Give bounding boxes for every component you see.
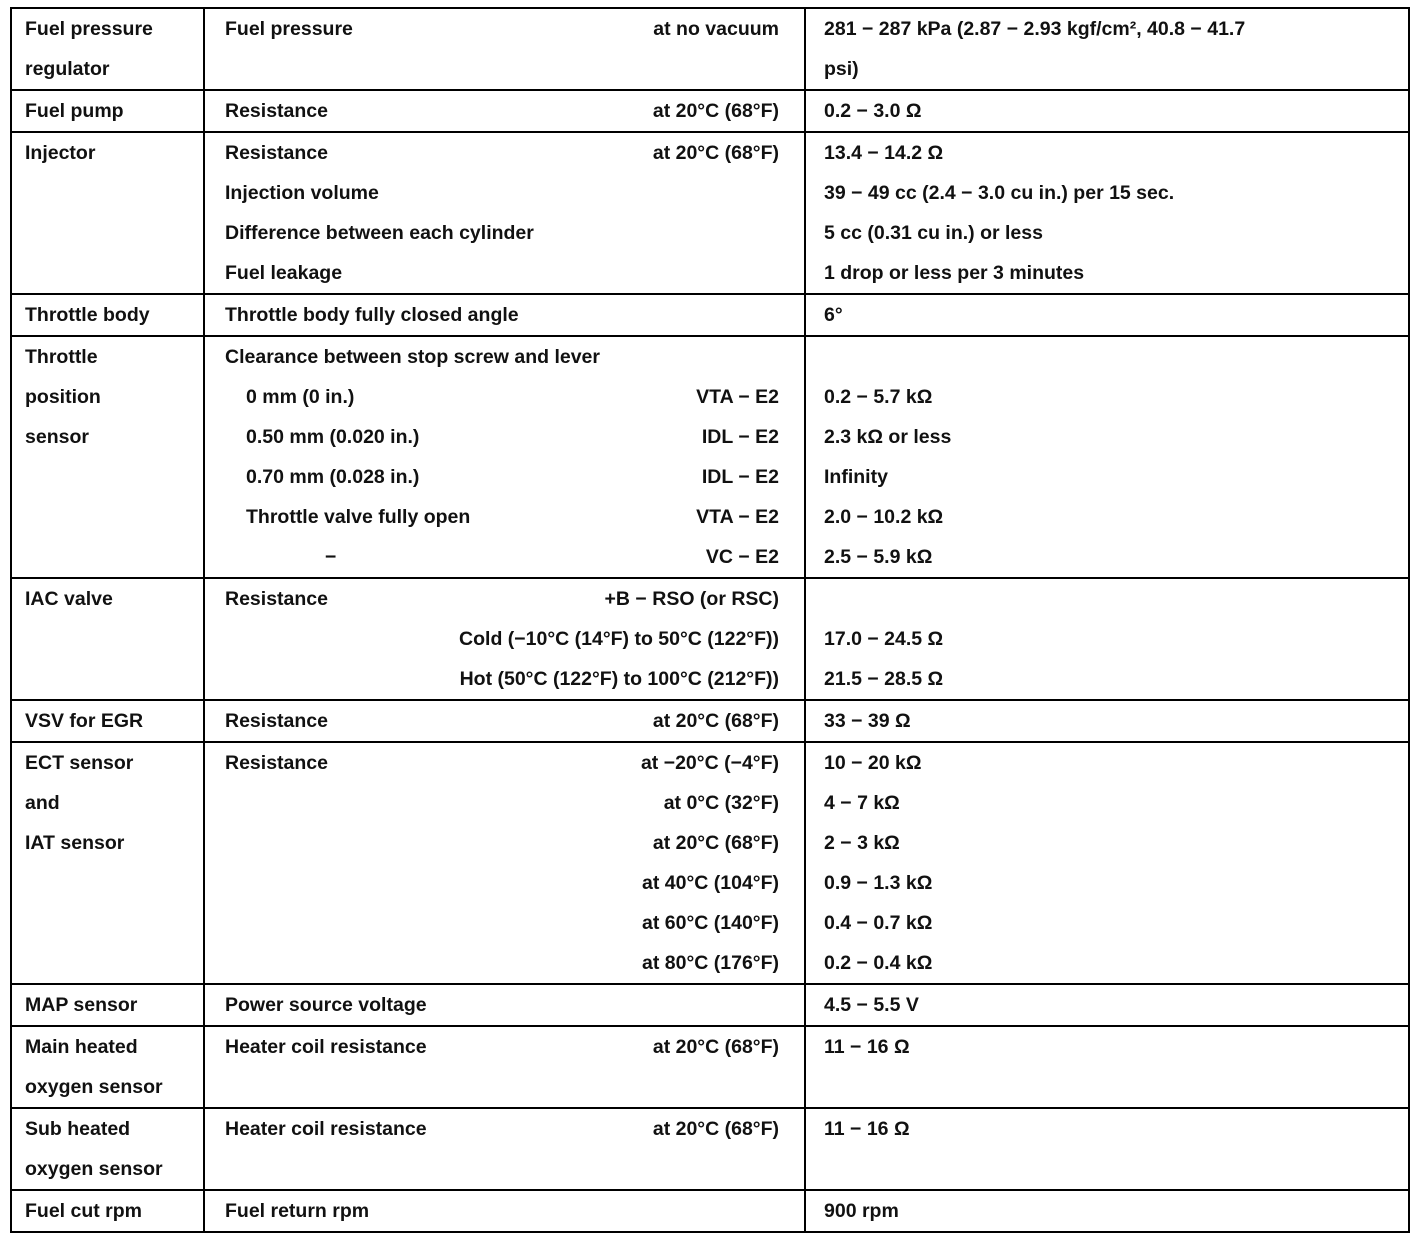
spec-group [11, 8, 1409, 90]
condition: at 20°C (68°F) [652, 1036, 779, 1058]
component-cell [11, 1190, 204, 1232]
component-label: VSV for EGR [25, 710, 144, 732]
spec-value-cell [805, 984, 1409, 1026]
table-row [11, 132, 1409, 173]
item-cell [204, 294, 805, 336]
spec-value-cell [805, 336, 1409, 377]
spec-value: 4 − 7 kΩ [824, 792, 900, 814]
table-row [11, 294, 1409, 336]
spec-value: 0.2 − 5.7 kΩ [824, 386, 933, 408]
spec-value: 11 − 16 Ω [824, 1036, 910, 1058]
component-cell [11, 90, 204, 132]
component-cell [11, 1149, 204, 1190]
spec-group [11, 742, 1409, 984]
table-row [11, 417, 1409, 457]
table-row [11, 903, 1409, 943]
spec-value: 0.9 − 1.3 kΩ [824, 872, 933, 894]
table-row [11, 377, 1409, 417]
condition: VTA − E2 [696, 386, 779, 408]
item-cell [204, 336, 805, 377]
condition: at 40°C (104°F) [642, 872, 779, 894]
component-cell [11, 1108, 204, 1149]
table-row [11, 619, 1409, 659]
spec-value-cell [805, 742, 1409, 783]
component-cell [11, 1067, 204, 1108]
spec-group [11, 700, 1409, 742]
condition: at 20°C (68°F) [652, 832, 779, 854]
component-cell [11, 903, 204, 943]
item-cell [204, 1190, 805, 1232]
check-item: Heater coil resistance [225, 1036, 427, 1058]
item-cell [204, 497, 805, 537]
spec-value: 10 − 20 kΩ [824, 752, 922, 774]
spec-group [11, 90, 1409, 132]
spec-value-cell [805, 90, 1409, 132]
component-cell [11, 537, 204, 578]
table-row [11, 578, 1409, 619]
check-item: Resistance [225, 100, 328, 122]
spec-value: 17.0 − 24.5 Ω [824, 628, 944, 650]
spec-value-cell [805, 783, 1409, 823]
item-cell [204, 173, 805, 213]
condition: at 80°C (176°F) [642, 952, 779, 974]
table-row [11, 213, 1409, 253]
item-cell [204, 253, 805, 294]
spec-group [11, 1026, 1409, 1108]
spec-value-cell [805, 377, 1409, 417]
check-item: Resistance [225, 588, 328, 610]
item-cell [204, 90, 805, 132]
spec-group [11, 984, 1409, 1026]
check-item: Fuel leakage [225, 262, 343, 284]
component-cell [11, 943, 204, 984]
spec-value-cell [805, 1108, 1409, 1149]
spec-value-cell [805, 619, 1409, 659]
item-cell [204, 457, 805, 497]
check-item: Throttle body fully closed angle [225, 304, 519, 326]
table-row [11, 497, 1409, 537]
item-cell [204, 1026, 805, 1067]
component-label: Injector [25, 142, 96, 164]
spec-group [11, 336, 1409, 578]
check-item: 0.70 mm (0.028 in.) [246, 466, 420, 488]
spec-value-cell [805, 659, 1409, 700]
item-cell [204, 742, 805, 783]
spec-group [11, 132, 1409, 294]
table-row [11, 863, 1409, 903]
table-row [11, 1067, 1409, 1108]
condition: +B − RSO (or RSC) [604, 588, 779, 610]
spec-value: 6° [824, 304, 843, 326]
component-cell [11, 984, 204, 1026]
component-cell [11, 336, 204, 377]
condition: Hot (50°C (122°F) to 100°C (212°F)) [459, 668, 779, 690]
item-cell [204, 213, 805, 253]
spec-value-cell [805, 213, 1409, 253]
check-item: Fuel return rpm [225, 1200, 370, 1222]
spec-group [11, 578, 1409, 700]
spec-value-cell [805, 1067, 1409, 1108]
table-row [11, 1026, 1409, 1067]
item-cell [204, 377, 805, 417]
spec-group [11, 1190, 1409, 1232]
spec-value-cell [805, 1190, 1409, 1232]
condition: Cold (−10°C (14°F) to 50°C (122°F)) [459, 628, 779, 650]
component-label: Main heated [25, 1036, 138, 1058]
component-cell [11, 132, 204, 173]
component-cell [11, 659, 204, 700]
component-cell [11, 578, 204, 619]
check-item: Resistance [225, 142, 328, 164]
condition: at 20°C (68°F) [652, 710, 779, 732]
spec-value: 1 drop or less per 3 minutes [824, 262, 1085, 284]
component-label: oxygen sensor [25, 1076, 163, 1098]
table-row [11, 457, 1409, 497]
component-label: position [25, 386, 101, 408]
spec-value-cell [805, 943, 1409, 984]
component-cell [11, 377, 204, 417]
spec-value: 13.4 − 14.2 Ω [824, 142, 944, 164]
item-cell [204, 1067, 805, 1108]
condition: at no vacuum [653, 18, 779, 40]
spec-value: Infinity [824, 466, 888, 488]
item-cell [204, 984, 805, 1026]
spec-group [11, 1108, 1409, 1190]
condition: IDL − E2 [701, 466, 779, 488]
table-row [11, 659, 1409, 700]
item-cell [204, 578, 805, 619]
table-row [11, 253, 1409, 294]
table-row [11, 742, 1409, 783]
spec-value-cell [805, 497, 1409, 537]
component-label: Fuel pressure [25, 18, 153, 40]
component-label: Throttle [25, 346, 98, 368]
component-label: Throttle body [25, 304, 150, 326]
item-cell [204, 823, 805, 863]
table-row [11, 984, 1409, 1026]
component-label: oxygen sensor [25, 1158, 163, 1180]
item-cell [204, 943, 805, 984]
spec-value-cell [805, 863, 1409, 903]
table-row [11, 90, 1409, 132]
component-cell [11, 49, 204, 90]
spec-value-cell [805, 903, 1409, 943]
component-cell [11, 863, 204, 903]
table-row [11, 783, 1409, 823]
component-cell [11, 213, 204, 253]
check-item: − [325, 546, 337, 568]
fuel-system-spec-table [10, 7, 1410, 1233]
component-label: regulator [25, 58, 110, 80]
component-cell [11, 253, 204, 294]
table-row [11, 1190, 1409, 1232]
condition: VC − E2 [705, 546, 779, 568]
condition: at 60°C (140°F) [642, 912, 779, 934]
item-cell [204, 619, 805, 659]
spec-value-cell [805, 173, 1409, 213]
condition: at 0°C (32°F) [663, 792, 779, 814]
check-item: Injection volume [225, 182, 379, 204]
component-cell [11, 783, 204, 823]
item-cell [204, 863, 805, 903]
check-item: Power source voltage [225, 994, 427, 1016]
item-cell [204, 1108, 805, 1149]
item-cell [204, 132, 805, 173]
check-item: Fuel pressure [225, 18, 353, 40]
item-cell [204, 903, 805, 943]
spec-value: 2.0 − 10.2 kΩ [824, 506, 944, 528]
item-cell [204, 659, 805, 700]
spec-value: 11 − 16 Ω [824, 1118, 910, 1140]
table-row [11, 1149, 1409, 1190]
spec-value-cell [805, 537, 1409, 578]
condition: VTA − E2 [696, 506, 779, 528]
item-cell [204, 700, 805, 742]
spec-value: 281 − 287 kPa (2.87 − 2.93 kgf/cm², 40.8 − 41.7 [824, 18, 1246, 40]
spec-value-cell [805, 1149, 1409, 1190]
spec-value: 900 rpm [824, 1200, 899, 1222]
component-cell [11, 700, 204, 742]
spec-value: 2.3 kΩ or less [824, 426, 952, 448]
spec-value: 0.2 − 3.0 Ω [824, 100, 922, 122]
spec-value-cell [805, 49, 1409, 90]
component-cell [11, 742, 204, 783]
component-label: Fuel cut rpm [25, 1200, 143, 1222]
component-label: IAC valve [25, 588, 113, 610]
table-row [11, 700, 1409, 742]
table-row [11, 173, 1409, 213]
component-cell [11, 1026, 204, 1067]
item-cell [204, 49, 805, 90]
item-cell [204, 417, 805, 457]
check-item: Throttle valve fully open [246, 506, 471, 528]
spec-value-cell [805, 132, 1409, 173]
spec-value: 39 − 49 cc (2.4 − 3.0 cu in.) per 15 sec. [824, 182, 1175, 204]
check-item: 0 mm (0 in.) [246, 386, 355, 408]
spec-value-cell [805, 8, 1409, 49]
condition: at −20°C (−4°F) [640, 752, 779, 774]
check-item: Heater coil resistance [225, 1118, 427, 1140]
component-cell [11, 619, 204, 659]
spec-value-cell [805, 417, 1409, 457]
spec-value: 0.2 − 0.4 kΩ [824, 952, 933, 974]
component-cell [11, 8, 204, 49]
table-row [11, 8, 1409, 49]
item-cell [204, 1149, 805, 1190]
component-label: Sub heated [25, 1118, 131, 1140]
spec-group [11, 294, 1409, 336]
check-item: Difference between each cylinder [225, 222, 534, 244]
component-label: ECT sensor [25, 752, 134, 774]
component-cell [11, 173, 204, 213]
spec-value-cell [805, 700, 1409, 742]
spec-value-cell [805, 457, 1409, 497]
component-cell [11, 497, 204, 537]
spec-value: psi) [824, 58, 859, 80]
check-item: Clearance between stop screw and lever [225, 346, 600, 368]
table-row [11, 336, 1409, 377]
spec-value: 0.4 − 0.7 kΩ [824, 912, 933, 934]
condition: at 20°C (68°F) [652, 142, 779, 164]
spec-value: 5 cc (0.31 cu in.) or less [824, 222, 1043, 244]
component-cell [11, 417, 204, 457]
spec-value: 33 − 39 Ω [824, 710, 911, 732]
component-cell [11, 294, 204, 336]
table-row [11, 943, 1409, 984]
check-item: 0.50 mm (0.020 in.) [246, 426, 420, 448]
component-label: MAP sensor [25, 994, 138, 1016]
table-row [11, 49, 1409, 90]
spec-value: 21.5 − 28.5 Ω [824, 668, 944, 690]
component-label: IAT sensor [25, 832, 125, 854]
spec-value-cell [805, 578, 1409, 619]
component-label: Fuel pump [25, 100, 124, 122]
spec-value: 2.5 − 5.9 kΩ [824, 546, 933, 568]
item-cell [204, 8, 805, 49]
item-cell [204, 537, 805, 578]
spec-value-cell [805, 294, 1409, 336]
spec-value-cell [805, 253, 1409, 294]
spec-value: 2 − 3 kΩ [824, 832, 900, 854]
table-row [11, 823, 1409, 863]
table-row [11, 1108, 1409, 1149]
condition: IDL − E2 [701, 426, 779, 448]
condition: at 20°C (68°F) [652, 100, 779, 122]
component-label: and [25, 792, 60, 814]
item-cell [204, 783, 805, 823]
spec-value-cell [805, 1026, 1409, 1067]
spec-value-cell [805, 823, 1409, 863]
table-row [11, 537, 1409, 578]
component-cell [11, 823, 204, 863]
spec-value: 4.5 − 5.5 V [824, 994, 919, 1016]
check-item: Resistance [225, 752, 328, 774]
condition: at 20°C (68°F) [652, 1118, 779, 1140]
component-cell [11, 457, 204, 497]
check-item: Resistance [225, 710, 328, 732]
component-label: sensor [25, 426, 89, 448]
